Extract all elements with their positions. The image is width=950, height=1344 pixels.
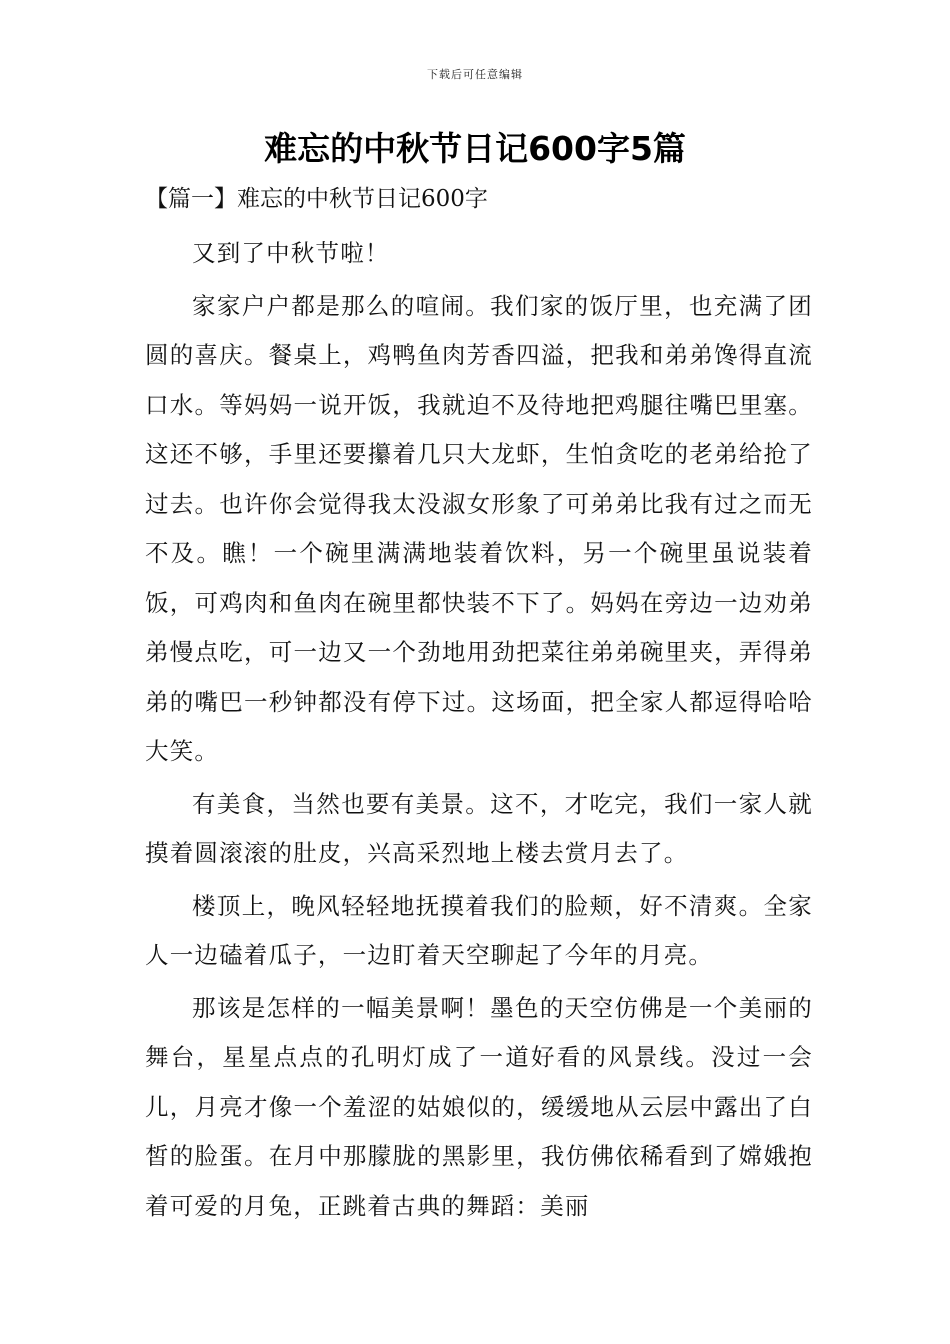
paragraph-2: 家家户户都是那么的喧闹。我们家的饭厅里，也充满了团圆的喜庆。餐桌上，鸡鸭鱼肉芳香四溢，把我和弟弟馋得直流口水。等妈妈一说开饭，我就迫不及待地把鸡腿往嘴巴里塞。这还不够，手里还要攥着几只大龙虾，生怕贪吃的老弟给抢了过去。也许你会觉得我太没淑女形象了可弟弟比我有过之而无不及。瞧！一个碗里满满地装着饮料，另一个碗里虽说装着饭，可鸡肉和鱼肉在碗里都快装不下了。妈妈在旁边一边劝弟弟慢点吃，可一边又一个劲地用劲把菜往弟弟碗里夹，弄得弟弟的嘴巴一秒钟都没有停下过。这场面，把全家人都逗得哈哈大笑。 [145,291,813,765]
body-text [145,229,813,1234]
paragraph-1: 又到了中秋节啦！ [192,239,390,267]
document-title: 难忘的中秋节日记600字5篇 [264,129,686,168]
header-note: 下载后可任意编辑 [427,68,523,81]
paragraph-5: 那该是怎样的一幅美景啊！墨色的天空仿佛是一个美丽的舞台，星星点点的孔明灯成了一道好看的风景线。没过一会儿，月亮才像一个羞涩的姑娘似的，缓缓地从云层中露出了白皙的脸蛋。在月中那朦胧的黑影里，我仿佛依稀看到了嫦娥抱着可爱的月兔，正跳着古典的舞蹈：美丽 [145,993,813,1220]
section-heading: 【篇一】难忘的中秋节日记600字 [145,186,488,212]
paragraph-3: 有美食，当然也要有美景。这不，才吃完，我们一家人就摸着圆滚滚的肚皮，兴高采烈地上楼去赏月去了。 [145,789,813,867]
paragraph-4: 楼顶上，晚风轻轻地抚摸着我们的脸颊，好不清爽。全家人一边磕着瓜子，一边盯着天空聊起了今年的月亮。 [145,891,813,969]
